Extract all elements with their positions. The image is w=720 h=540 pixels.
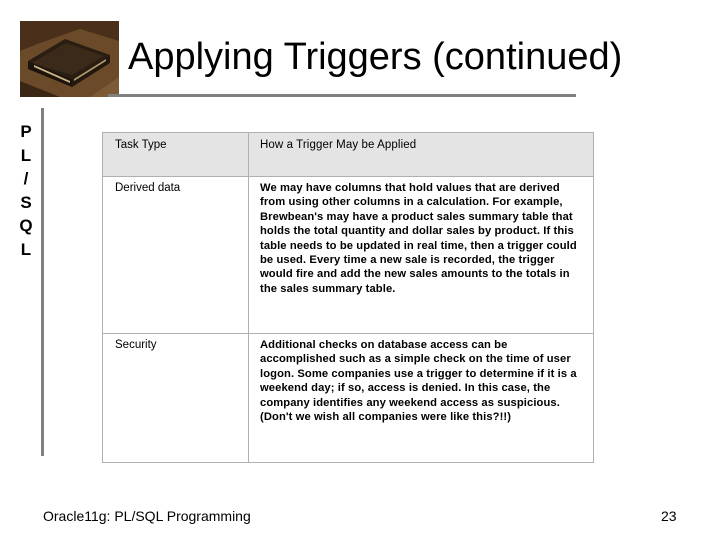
side-letter: S (20, 192, 32, 212)
title-underline (108, 94, 576, 97)
table-header-row (103, 133, 593, 177)
book-logo (20, 21, 119, 97)
side-vertical-rule (41, 108, 44, 456)
header-how-applied: How a Trigger May be Applied (260, 139, 417, 151)
task-cell: Security (115, 339, 157, 351)
side-letter: L (20, 239, 32, 259)
header-task-type: Task Type (115, 139, 167, 151)
side-letter: Q (19, 216, 33, 235)
table-row (103, 177, 593, 334)
description-cell: We may have columns that hold values that are derived from using other columns in a calculation. For example, Brewbean's may have a product sales summary table that holds the total quantity and dollar sales by product. If this table needs to be updated in real time, then a trigger could be used. Every time a new sale is recorded, the trigger would fire and add the new sales amounts to the totals in the sales summary table. (260, 182, 577, 295)
footer-course-title: Oracle11g: PL/SQL Programming (43, 508, 251, 524)
trigger-table (102, 132, 594, 463)
page-number: 23 (661, 508, 677, 524)
description-cell: Additional checks on database access can be accomplished such as a simple check on the time of user logon. Some companies use a trigger to determine if it is a weekend day; if so, access is denied. In this case, the company identifies any weekend access as suspicious. (Don't we wish all companies were like this?!!) (260, 339, 577, 424)
task-cell: Derived data (115, 182, 181, 194)
side-label (14, 120, 38, 261)
slide-title: Applying Triggers (continued) (128, 36, 623, 78)
side-letter: L (20, 145, 32, 165)
side-letter: / (23, 169, 29, 188)
column-divider (248, 133, 249, 462)
book-icon (20, 21, 119, 97)
side-letter: P (20, 122, 32, 141)
table-row (103, 334, 593, 462)
